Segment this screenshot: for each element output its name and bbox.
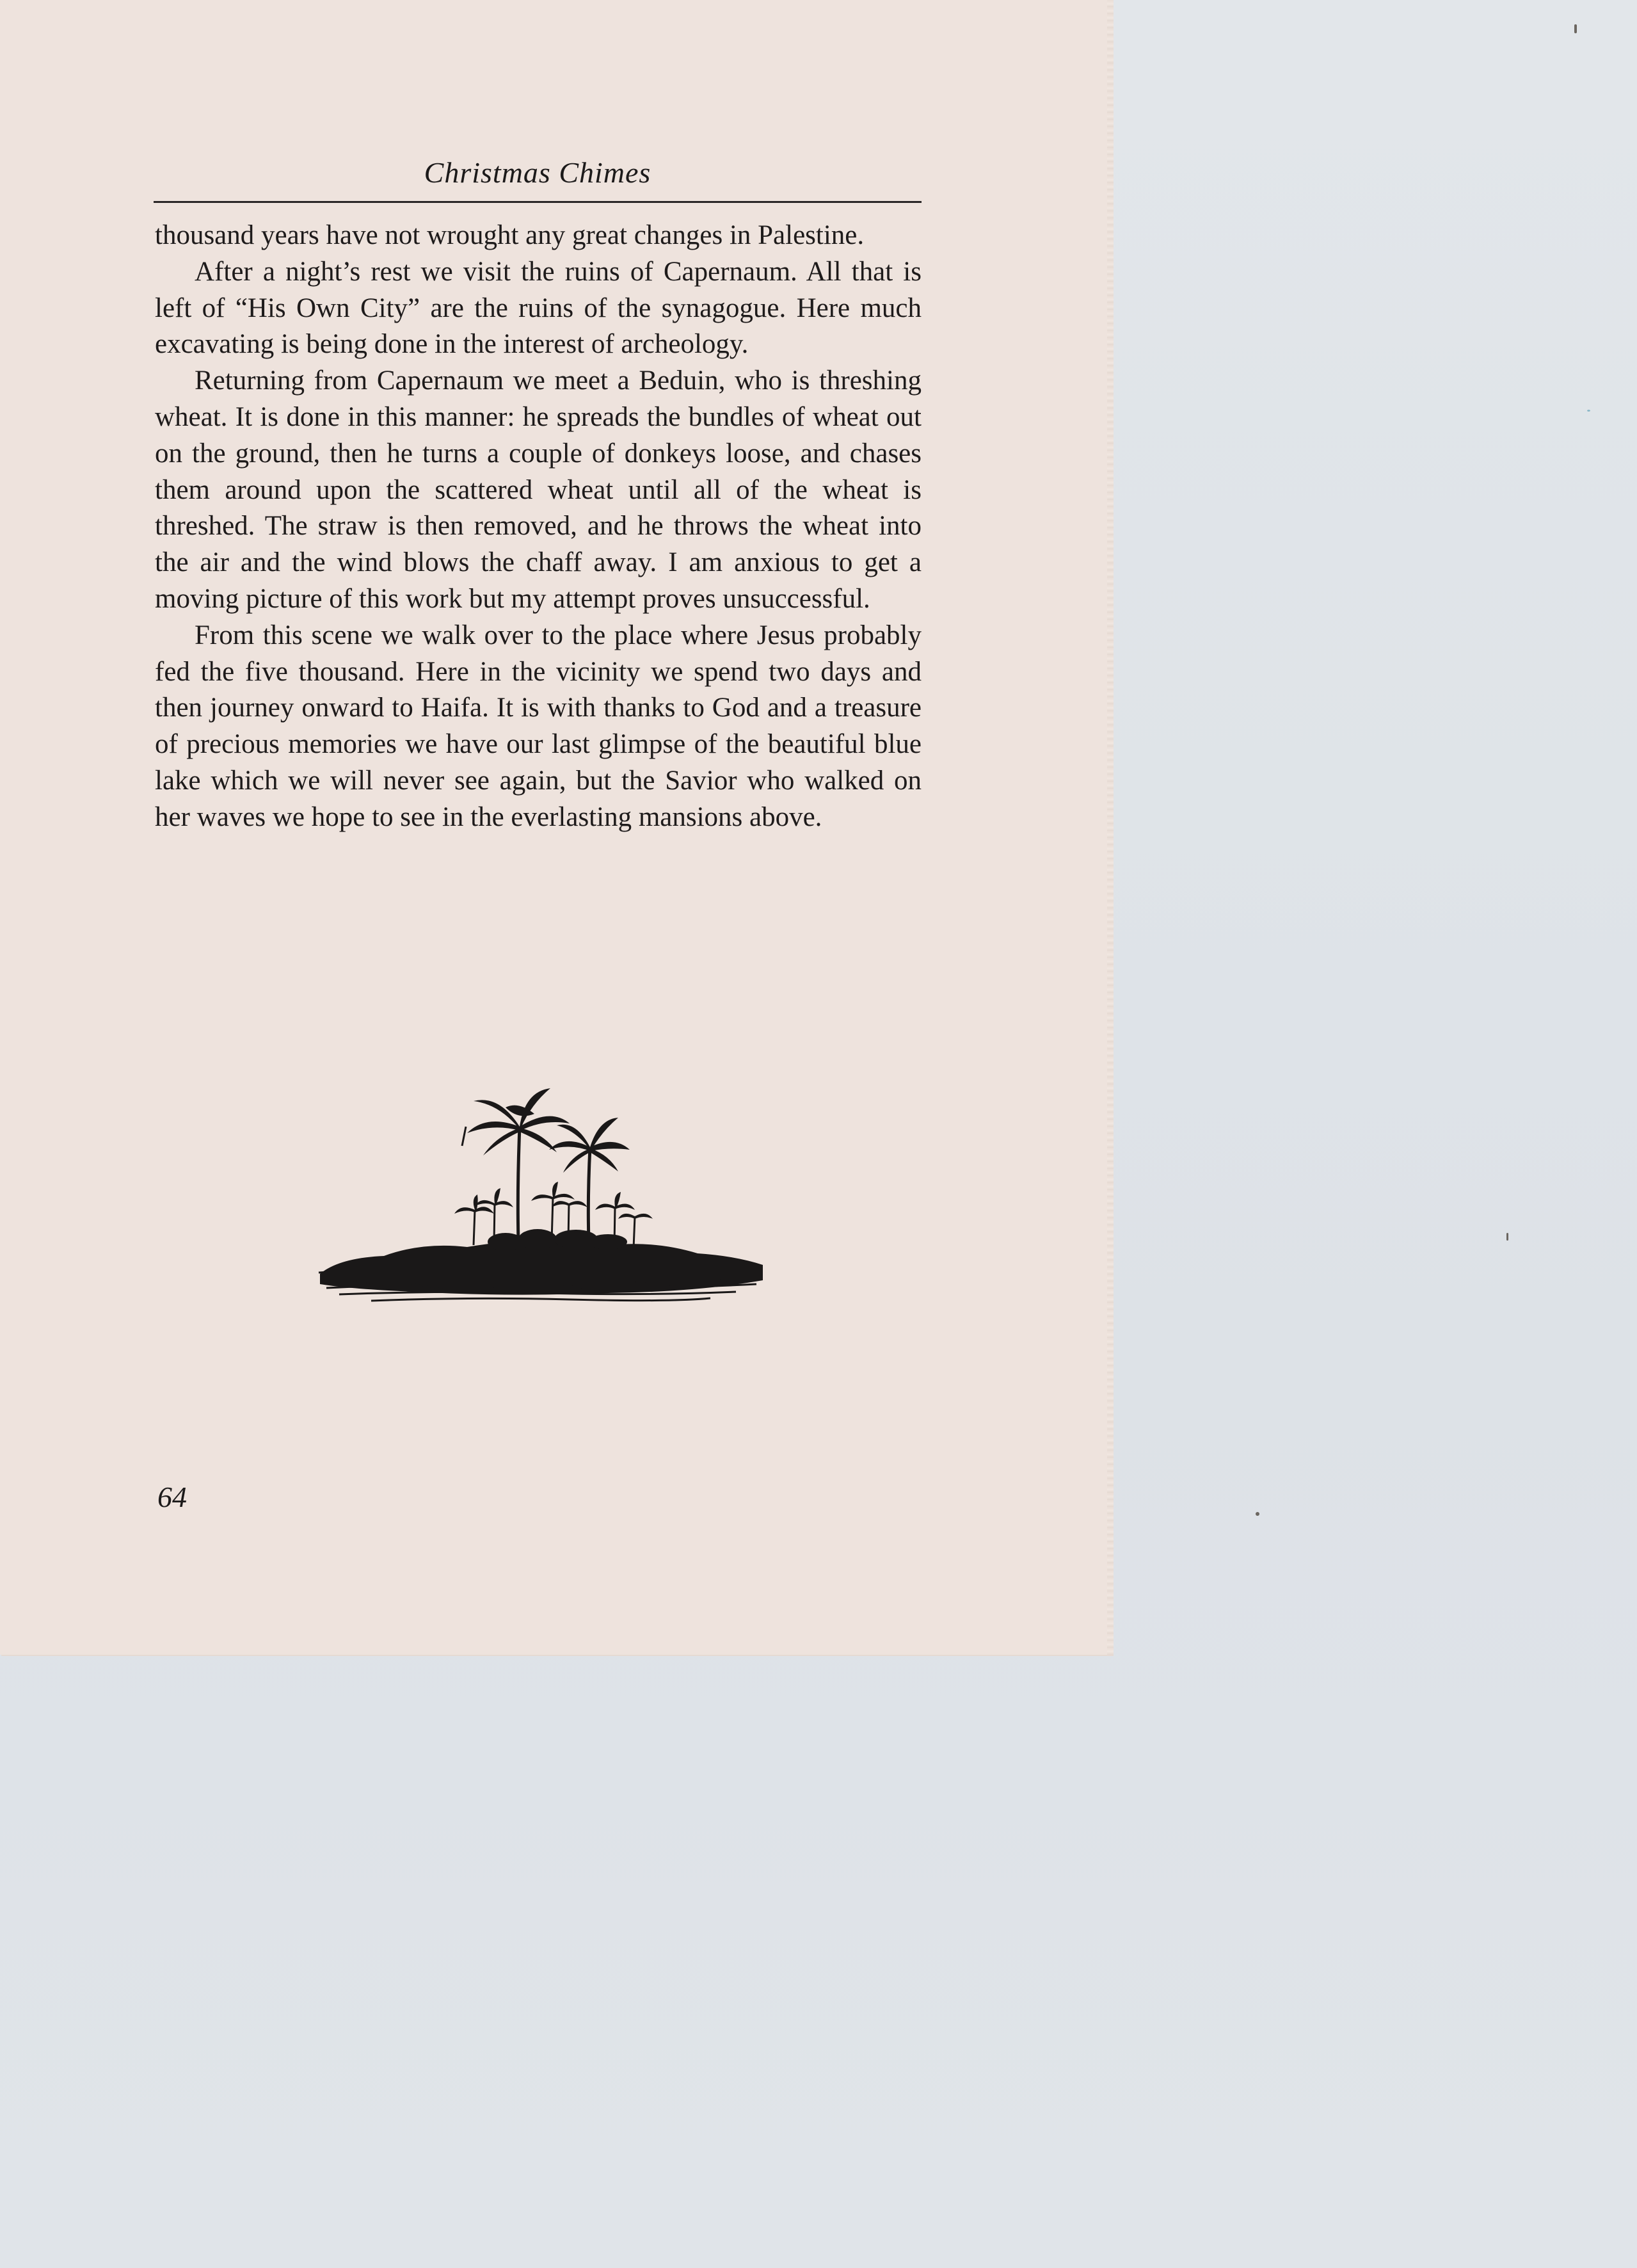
dust-speck (1587, 410, 1590, 412)
book-page (0, 0, 1112, 1655)
paragraph-capernaum: After a night’s rest we visit the ruins of Capernaum. All that is left of “His Own City” are the ruins of the synagogue. Here much excavating is being done in the interest of archeology. (155, 256, 922, 360)
page-number: 64 (157, 1481, 187, 1513)
paragraph-continued: thousand years have not wrought any great changes in Palestine. (155, 220, 865, 250)
dust-speck (1574, 24, 1577, 33)
body-text (155, 218, 922, 836)
dust-speck (1506, 1233, 1508, 1241)
dust-speck (1256, 1512, 1259, 1516)
paragraph-five-thousand: From this scene we walk over to the place where Jesus probably fed the five thousand. Here in the vicinity we spend two days and then journey onward to Haifa. It is with thanks to God and a treasure of precious memories we have our last glimpse of the beautiful blue lake which we will never see again, but the Savior who walked on her waves we hope to see in the everlasting mansions above. (155, 620, 922, 832)
palm-island-woodcut-icon (314, 1088, 768, 1312)
page-deckle-edge (1107, 0, 1114, 1655)
paragraph-beduin: Returning from Capernaum we meet a Beduin, who is threshing wheat. It is done in this manner: he spreads the bundles of wheat out on the ground, then he turns a couple of donkeys loose, and chases them around upon the scattered wheat until all of the wheat is threshed. The straw is then removed, and he throws the wheat into the air and the wind blows the chaff away. I am anxious to get a moving picture of this work but my attempt proves unsuccessful. (155, 366, 922, 614)
header-rule (154, 201, 922, 203)
running-head: Christmas Chimes (424, 156, 651, 189)
